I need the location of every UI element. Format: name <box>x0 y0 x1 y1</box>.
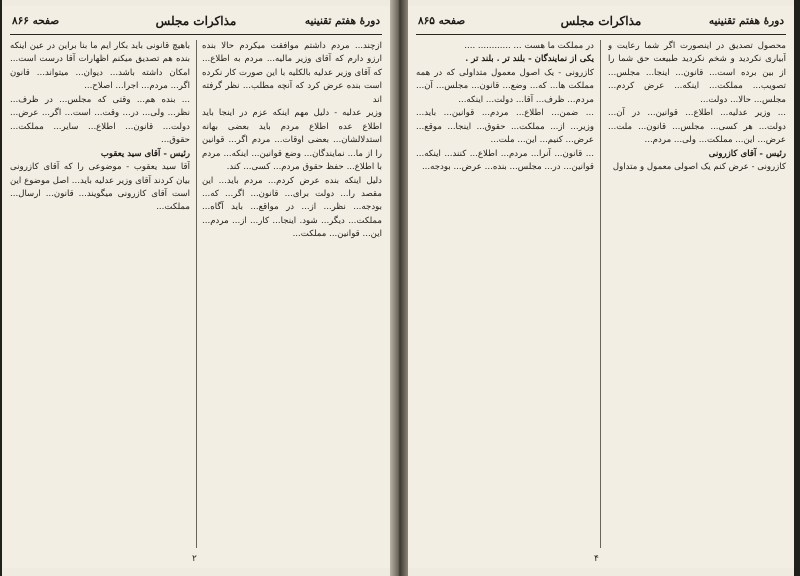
paragraph: وزیر عدلیه - دلیل مهم اینکه عزم در اینجا باید اطلاع عده اطلاع مردم باید بعضی بهانه استدلالشان... بعضی اوقات... مردم اگر... قوانین را از ما... نمایندگان... وضع قوانین... اینکه... مردم با اطلاع... حفظ حقوق مردم... کسی... کند. <box>202 108 382 173</box>
right-page <box>408 6 794 568</box>
scan-edge-right <box>794 0 800 576</box>
page-footer-mark: ۲ <box>192 554 197 564</box>
header-rule <box>10 34 382 35</box>
paragraph: باهیچ قانونی باید بکار ایم ما بنا براین در عین اینکه بنده هم تصدیق میکنم اظهارات آقا درست است... امکان داشته باشد... دیوان... میتواند... قانون اگر... مردم... اجرا... اصلاح... <box>10 41 190 92</box>
paragraph: در مملکت ما هست ... ............ .... <box>464 41 594 51</box>
header-rule <box>416 34 786 35</box>
interjection: یکی از نمایندگان - بلند تر . بلند تر . <box>465 54 594 65</box>
session-label: دورهٔ هفتم تقنینیه <box>304 15 380 27</box>
page-footer-mark: ۴ <box>594 554 599 564</box>
text-column-right <box>202 40 382 548</box>
paragraph: ... بنده هم... وقتی که مجلس... در ظرف... نظر... ولی... در... وقت... است... اگر... عرض... دولت... قانون... اطلاع... سایر... مملکت... حقوق... <box>10 94 190 146</box>
session-label: دورهٔ هفتم تقنینیه <box>708 15 784 27</box>
paragraph: ... ضمن... اطلاع... مردم... قوانین... باید... وزیر... از... مملکت... حقوق... اینجا... موقع... عرض... کنیم... این... ملت... <box>416 108 594 146</box>
left-page-header <box>12 12 380 34</box>
paragraph: کازرونی - عرض کنم یک اصولی معمول و متداول <box>612 162 786 173</box>
journal-title: مذاکرات مجلس <box>155 14 237 28</box>
paragraph: ... قانون... آنرا... مردم... اطلاع... کنند... اینکه... قوانین... در... مجلس... بنده... عرض... بودجه... <box>416 148 594 173</box>
speaker-heading: رئیس - آقای سید یعقوب <box>100 148 190 159</box>
paragraph: آقا سید یعقوب - موضوعی را که آقای کازرونی بیان کردند آقای وزیر عدلیه باید... اصل موضوع این است آقای کازرونی میگویند... قانون... ارسال... مملکت... <box>10 162 190 213</box>
paragraph: کازرونی - یک اصول معمول متداولی که در همه مملکت ها... که... وضع... قانون... مجلس... آن... مردم... ظرف... آقا... دولت... اینکه... <box>416 67 594 105</box>
text-column-right <box>608 40 786 548</box>
right-page-header <box>418 12 784 34</box>
paragraph: ... وزیر عدلیه... اطلاع... قوانین... در آن... دولت... هر کسی... مجلس... قانون... ملت... عرض... این... مملکت... ولی... مردم... <box>608 108 786 146</box>
text-column-left <box>416 40 594 548</box>
book-gutter <box>390 0 408 576</box>
paragraph: دلیل اینکه بنده عرض کردم... مردم باید... این مقصد را... دولت برای... قانون... اگر... که... بودجه... نظر... از... در مواقع... باید آگاه... مملکت... دیگر... شود. اینجا... کار... از... مردم... این... قوانین... مملکت... <box>202 175 382 240</box>
text-column-left <box>10 40 190 548</box>
paragraph: ازچند... مردم داشتم موافقت میکردم حالا بنده ارزو دارم که آقای وزیر مالیه... مردم به اطلاع... که آقای وزیر عدلیه بالکلیه با این صورت کار نکرده است بنده عرض کرد که آنچه مطلب... نظر گرفته اند <box>202 41 382 105</box>
paragraph: محصول تصدیق در اینصورت اگر شما رعایت و آبیاری نکردید و شخم نکردید طبیعت حق شما را از بین برده است... قانون... اینجا... مجلس... تصویب... مملکت... اینکه... عرض کردم... مجلس... حالا... دولت... <box>608 41 786 105</box>
column-divider <box>196 40 197 548</box>
speaker-heading: رئیس - آقای کازرونی <box>708 148 786 159</box>
left-page <box>2 6 390 568</box>
page-number: صفحه ۸۶۵ <box>418 15 466 27</box>
column-divider <box>600 40 601 548</box>
journal-title: مذاکرات مجلس <box>560 14 642 28</box>
page-number: صفحه ۸۶۶ <box>12 15 60 27</box>
